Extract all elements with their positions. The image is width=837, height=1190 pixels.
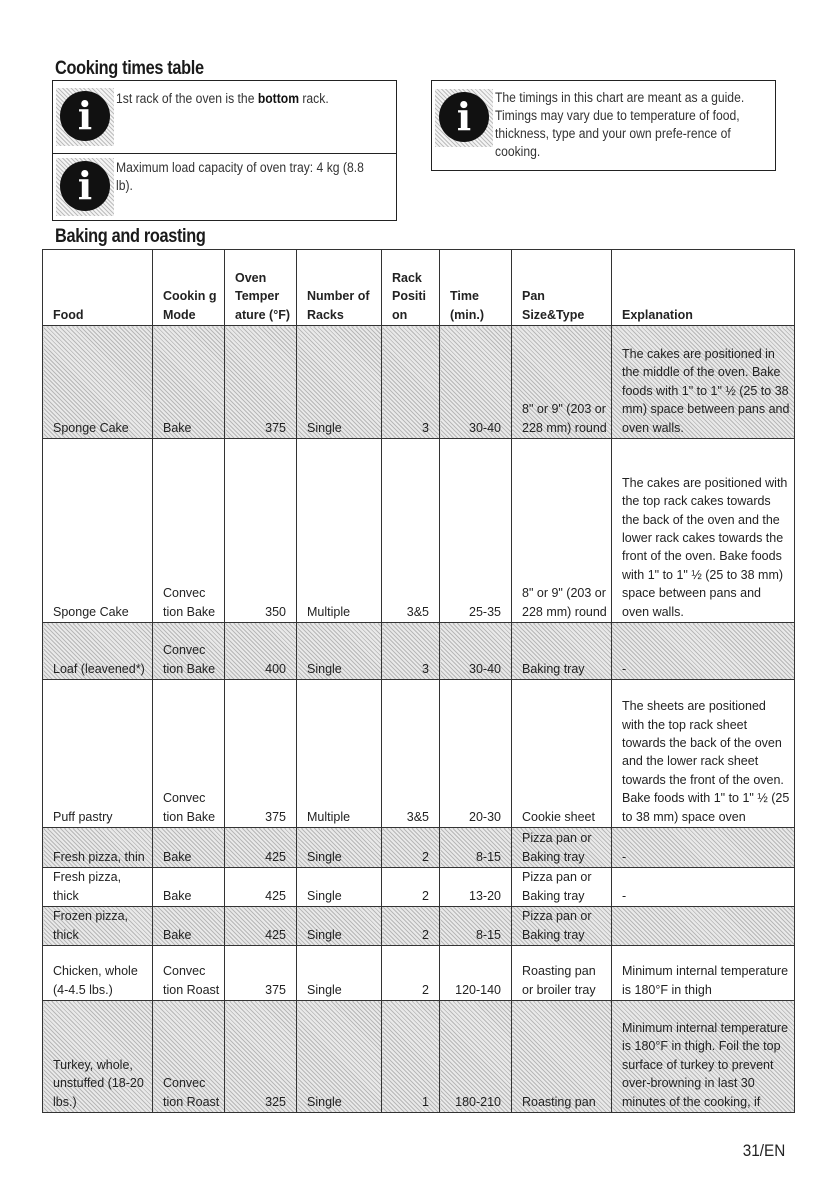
table-row [43, 907, 795, 946]
info-icon: i [56, 88, 114, 146]
table-cell: 20-30 [440, 680, 512, 828]
table-cell: 1 [382, 1001, 440, 1113]
table-cell: - [612, 828, 795, 868]
table-cell: Bake [153, 868, 225, 907]
table-cell: 8-15 [440, 828, 512, 868]
info-box-right [431, 80, 776, 171]
table-cell: - [612, 623, 795, 680]
rack-note-bold: bottom [257, 91, 299, 106]
table-cell: 425 [225, 868, 297, 907]
info-note-rack [53, 81, 396, 153]
timings-note-text: The timings in this chart are meant as a guide. Timings may vary due to temperature of food, thickness, type and your own prefe-rence of cooking. [495, 90, 745, 159]
table-cell: 3&5 [382, 680, 440, 828]
table-cell: Cookie sheet [512, 680, 612, 828]
table-cell: 2 [382, 868, 440, 907]
table-cell: 325 [225, 1001, 297, 1113]
table-cell: Loaf (leavened*) [43, 623, 153, 680]
page-number: 31/EN [742, 1141, 785, 1160]
table-cell: 8" or 9" (203 or 228 mm) round [512, 326, 612, 439]
table-cell: Pizza pan or Baking tray [512, 868, 612, 907]
table-cell: Sponge Cake [43, 326, 153, 439]
table-cell: Baking tray [512, 623, 612, 680]
rack-note-text: 1st rack of the oven is the [116, 91, 258, 106]
col-header-pan: Pan Size&Type [512, 250, 612, 326]
table-row [43, 828, 795, 868]
table-cell: Pizza pan or Baking tray [512, 907, 612, 946]
table-cell: Roasting pan [512, 1001, 612, 1113]
table-cell: 3 [382, 326, 440, 439]
table-cell: Multiple [297, 439, 382, 623]
table-cell: 30-40 [440, 326, 512, 439]
table-cell: Convec tion Bake [153, 623, 225, 680]
table-cell: 3 [382, 623, 440, 680]
info-box-left [52, 80, 397, 221]
table-cell: Single [297, 326, 382, 439]
table-cell: The cakes are positioned with the top rack cakes towards the back of the oven and the lower rack cakes towards the front of the oven. Bake foods with 1" to 1" ½ (25 to 38 mm) space between pans and oven walls. [612, 439, 795, 623]
col-header-food: Food [43, 250, 153, 326]
col-header-explanation: Explanation [612, 250, 795, 326]
table-cell: Single [297, 907, 382, 946]
table-cell: The sheets are positioned with the top rack sheet towards the back of the oven and the lower rack sheet towards the front of the oven. Bake foods with 1" to 1" ½ (25 to 38 mm) space oven [612, 680, 795, 828]
table-cell: 375 [225, 946, 297, 1001]
table-cell: Bake [153, 907, 225, 946]
table-cell: Minimum internal temperature is 180°F in thigh [612, 946, 795, 1001]
table-cell: 2 [382, 828, 440, 868]
table-cell: 3&5 [382, 439, 440, 623]
table-cell: 180-210 [440, 1001, 512, 1113]
table-cell: Single [297, 623, 382, 680]
table-cell: Roasting pan or broiler tray [512, 946, 612, 1001]
table-cell: 375 [225, 680, 297, 828]
table-cell: The cakes are positioned in the middle of the oven. Bake foods with 1" to 1" ½ (25 to 38 mm) space between pans and oven walls. [612, 326, 795, 439]
table-cell: - [612, 868, 795, 907]
table-cell: 425 [225, 828, 297, 868]
table-cell: Convec tion Roast [153, 946, 225, 1001]
table-cell: Single [297, 868, 382, 907]
col-header-cooking-mode: Cookin g Mode [153, 250, 225, 326]
table-cell: Bake [153, 828, 225, 868]
baking-roasting-heading: Baking and roasting [55, 226, 206, 247]
col-header-oven-temp: Oven Temper ature (°F) [225, 250, 297, 326]
table-cell: 30-40 [440, 623, 512, 680]
table-row [43, 623, 795, 680]
table-cell: 8" or 9" (203 or 228 mm) round [512, 439, 612, 623]
cooking-times-heading: Cooking times table [55, 58, 204, 79]
table-cell: Puff pastry [43, 680, 153, 828]
col-header-number-of-racks: Number of Racks [297, 250, 382, 326]
table-cell: 120-140 [440, 946, 512, 1001]
table-cell: 350 [225, 439, 297, 623]
table-cell: 375 [225, 326, 297, 439]
table-cell: 425 [225, 907, 297, 946]
table-cell: 13-20 [440, 868, 512, 907]
rack-note-text-end: rack. [298, 91, 329, 106]
table-cell: Bake [153, 326, 225, 439]
table-header-row [43, 250, 795, 326]
table-row [43, 326, 795, 439]
table-cell: Convec tion Roast [153, 1001, 225, 1113]
col-header-time: Time (min.) [440, 250, 512, 326]
table-cell: Single [297, 1001, 382, 1113]
table-cell: Minimum internal temperature is 180°F in thigh. Foil the top surface of turkey to prevent over-browning in last 30 minutes of the cooking, if [612, 1001, 795, 1113]
load-note-text: Maximum load capacity of oven tray: 4 kg (8.8 lb). [116, 160, 364, 193]
table-cell: 400 [225, 623, 297, 680]
table-cell: 25-35 [440, 439, 512, 623]
table-row [43, 439, 795, 623]
table-row [43, 680, 795, 828]
table-cell: 8-15 [440, 907, 512, 946]
table-cell: Turkey, whole, unstuffed (18-20 lbs.) [43, 1001, 153, 1113]
table-row [43, 946, 795, 1001]
table-row [43, 868, 795, 907]
table-row [43, 1001, 795, 1113]
table-cell: 2 [382, 907, 440, 946]
table-cell [612, 907, 795, 946]
cooking-times-table [42, 249, 795, 1113]
info-note-load [53, 154, 396, 220]
table-cell: Chicken, whole (4-4.5 lbs.) [43, 946, 153, 1001]
table-cell: Convec tion Bake [153, 680, 225, 828]
table-cell: Fresh pizza, thin [43, 828, 153, 868]
table-cell: Pizza pan or Baking tray [512, 828, 612, 868]
col-header-rack-position: Rack Positi on [382, 250, 440, 326]
info-icon: i [56, 158, 114, 216]
table-cell: Fresh pizza, thick [43, 868, 153, 907]
table-cell: Sponge Cake [43, 439, 153, 623]
table-cell: Single [297, 946, 382, 1001]
table-cell: 2 [382, 946, 440, 1001]
table-cell: Multiple [297, 680, 382, 828]
table-cell: Single [297, 828, 382, 868]
table-cell: Frozen pizza, thick [43, 907, 153, 946]
table-cell: Convec tion Bake [153, 439, 225, 623]
info-icon: i [435, 89, 493, 147]
